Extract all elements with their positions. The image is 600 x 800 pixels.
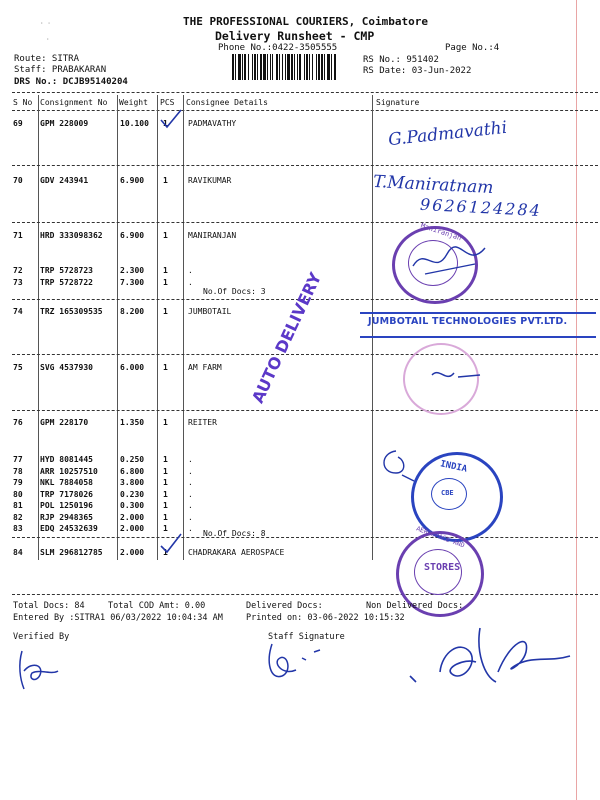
row-consignment-no: HRD 333098362 [40, 231, 103, 240]
col-weight: Weight [119, 98, 148, 107]
page-number: Page No.:4 [445, 43, 500, 53]
col-pcs: PCS [160, 98, 175, 107]
row-weight: 2.300 [120, 266, 145, 275]
barcode-bar [321, 54, 323, 80]
row-consignment-no: EDQ 24532639 [40, 524, 98, 533]
verified-by-label: Verified By [13, 632, 70, 642]
jumbotail-stamp-border [360, 312, 596, 338]
verifier-signature [14, 645, 64, 693]
row-consignee: AM FARM [188, 363, 222, 372]
row-consignment-no: NKL 7884058 [40, 478, 93, 487]
divider [12, 537, 598, 538]
col-signature: Signature [376, 98, 420, 107]
row-consignment-no: GPM 228009 [40, 119, 89, 128]
barcode-bar [270, 54, 271, 80]
row-consignment-no: TRP 5728722 [40, 278, 93, 287]
row-pcs: 1 [163, 467, 168, 476]
divider [12, 410, 598, 411]
barcode-bar [276, 54, 278, 80]
row-consignment-no: TRP 5728723 [40, 266, 93, 275]
barcode-bar [291, 54, 293, 80]
row-weight: 3.800 [120, 478, 145, 487]
company-name: THE PROFESSIONAL COURIERS, Coimbatore [183, 15, 429, 28]
tick-icon [158, 108, 184, 130]
row-consignee: . [188, 278, 193, 287]
stamp-scribble [405, 236, 495, 286]
row-sno: 76 [13, 418, 23, 427]
row-consignment-no: GDV 243941 [40, 176, 89, 185]
row-weight: 6.900 [120, 176, 145, 185]
divider [12, 165, 598, 166]
row-consignment-no: POL 1250196 [40, 501, 93, 510]
row-consignment-no: ARR 10257510 [40, 467, 98, 476]
row-pcs: 1 [163, 363, 168, 372]
rs-date: RS Date: 03-Jun-2022 [363, 66, 472, 76]
row-consignment-no: HYD 8081445 [40, 455, 93, 464]
row-sno: 78 [13, 467, 23, 476]
row-pcs: 1 [163, 513, 168, 522]
row-sno: 81 [13, 501, 23, 510]
staff: Staff: PRABAKARAN [14, 65, 107, 75]
row-weight: 2.000 [120, 524, 145, 533]
tick-icon [158, 532, 184, 556]
barcode-bar [318, 54, 320, 80]
row-pcs: 1 [163, 266, 168, 275]
row-sno: 69 [13, 119, 23, 128]
barcode-bar [272, 54, 273, 80]
stamp-text: STORES [424, 562, 461, 573]
row-consignment-no: TRP 7178026 [40, 490, 93, 499]
row-consignee: . [188, 490, 193, 499]
row-consignee: PADMAVATHY [188, 119, 237, 128]
row-weight: 0.250 [120, 455, 145, 464]
staff-signature [262, 636, 352, 686]
row-consignee: . [188, 524, 193, 533]
row-sno: 82 [13, 513, 23, 522]
row-pcs: 1 [163, 478, 168, 487]
barcode-bar [254, 54, 256, 80]
row-pcs: 1 [163, 231, 168, 240]
row-sno: 75 [13, 363, 23, 372]
stamp-text: AEROSPACE AND [415, 524, 466, 550]
barcode-bar [327, 54, 330, 80]
total-cod: Total COD Amt: 0.00 [108, 601, 206, 611]
divider [12, 110, 598, 111]
row-consignee: . [188, 501, 193, 510]
barcode-bar [260, 54, 262, 80]
row-sno: 74 [13, 307, 23, 316]
document-title: Delivery Runsheet - CMP [215, 29, 375, 43]
receiver-signature [400, 612, 580, 702]
row-weight: 6.900 [120, 231, 145, 240]
scan-mark: · · [40, 20, 51, 27]
barcode [232, 54, 358, 80]
handwritten-name: T.Maniratnam [372, 171, 494, 199]
barcode-bar [282, 54, 283, 80]
row-sno: 73 [13, 278, 23, 287]
auto-delivery-stamp: AUTO DELIVERY [248, 269, 326, 407]
barcode-bar [263, 54, 266, 80]
divider [12, 222, 598, 223]
barcode-bar [285, 54, 286, 80]
barcode-bar [312, 54, 313, 80]
barcode-bar [304, 54, 305, 80]
row-weight: 6.800 [120, 467, 145, 476]
row-weight: 1.350 [120, 418, 145, 427]
row-weight: 7.300 [120, 278, 145, 287]
barcode-bar [232, 54, 234, 80]
row-weight: 6.000 [120, 363, 145, 372]
row-pcs: 1 [163, 548, 168, 557]
row-pcs: 1 [163, 418, 168, 427]
entered-by: Entered By :SITRA1 06/03/2022 10:04:34 AM [13, 613, 223, 623]
col-sno: S No [13, 98, 33, 107]
row-consignment-no: RJP 2948365 [40, 513, 93, 522]
row-consignee: RAVIKUMAR [188, 176, 232, 185]
docs-count-note: No.Of Docs: 3 [203, 287, 266, 296]
row-consignee: . [188, 513, 193, 522]
docs-count-note: No.Of Docs: 8 [203, 529, 266, 538]
row-consignee: . [188, 478, 193, 487]
barcode-bar [287, 54, 290, 80]
row-pcs: 1 [163, 455, 168, 464]
barcode-bar [279, 54, 280, 80]
row-weight: 2.000 [120, 513, 145, 522]
non-delivered-docs: Non Delivered Docs: [366, 601, 464, 611]
row-weight: 8.200 [120, 307, 145, 316]
stamp-text: INDIA [439, 459, 468, 475]
divider [12, 354, 598, 355]
handwritten-phone: 9626124284 [419, 194, 543, 221]
row-weight: 10.100 [120, 119, 149, 128]
row-consignee: MANIRANJAN [188, 231, 237, 240]
stamp-text: CBE [441, 489, 454, 497]
barcode-bar [267, 54, 268, 80]
rs-number: RS No.: 951402 [363, 55, 439, 65]
route: Route: SITRA [14, 54, 80, 64]
phone-number: Phone No.:0422-3505555 [218, 43, 338, 53]
row-pcs: 1 [163, 501, 168, 510]
row-consignee: CHADRAKARA AEROSPACE [188, 548, 285, 557]
row-sno: 71 [13, 231, 23, 240]
barcode-bar [316, 54, 317, 80]
jumbotail-stamp: JUMBOTAIL TECHNOLOGIES PVT.LTD. [368, 316, 568, 327]
barcode-bar [324, 54, 325, 80]
printed-on: Printed on: 03-06-2022 10:15:32 [246, 613, 405, 623]
row-consignee: . [188, 467, 193, 476]
divider [12, 594, 598, 595]
barcode-bar [309, 54, 310, 80]
barcode-bar [297, 54, 298, 80]
row-consignee: . [188, 266, 193, 275]
barcode-bar [235, 54, 236, 80]
row-consignee: JUMBOTAIL [188, 307, 232, 316]
row-sno: 84 [13, 548, 23, 557]
row-pcs: 1 [163, 176, 168, 185]
barcode-bar [242, 54, 243, 80]
row-sno: 83 [13, 524, 23, 533]
row-consignment-no: SVG 4537930 [40, 363, 93, 372]
scan-mark: · [46, 36, 50, 43]
barcode-bar [248, 54, 249, 80]
row-weight: 0.300 [120, 501, 145, 510]
row-sno: 70 [13, 176, 23, 185]
barcode-bar [306, 54, 308, 80]
row-consignment-no: SLM 296812785 [40, 548, 103, 557]
row-weight: 0.230 [120, 490, 145, 499]
total-docs: Total Docs: 84 [13, 601, 85, 611]
row-sno: 79 [13, 478, 23, 487]
barcode-bar [299, 54, 301, 80]
row-sno: 72 [13, 266, 23, 275]
initials-scribble [372, 445, 422, 485]
row-consignment-no: GPM 228170 [40, 418, 89, 427]
col-consignment: Consignment No [40, 98, 108, 107]
handwritten-signature: G.Padmavathi [387, 117, 509, 151]
stamp-text: Maniranjan [419, 221, 463, 243]
barcode-bar [257, 54, 258, 80]
barcode-bar [238, 54, 241, 80]
barcode-bar [244, 54, 246, 80]
row-pcs: 1 [163, 307, 168, 316]
row-weight: 2.000 [120, 548, 145, 557]
row-consignee: . [188, 455, 193, 464]
initials-scribble [428, 365, 488, 387]
row-pcs: 1 [163, 524, 168, 533]
row-pcs: 1 [163, 278, 168, 287]
divider [12, 92, 598, 93]
staff-signature-label: Staff Signature [268, 632, 345, 642]
barcode-bar [294, 54, 295, 80]
row-sno: 77 [13, 455, 23, 464]
row-pcs: 1 [163, 119, 168, 128]
col-consignee: Consignee Details [186, 98, 268, 107]
row-sno: 80 [13, 490, 23, 499]
drs-number: DRS No.: DCJB95140204 [14, 77, 128, 87]
row-pcs: 1 [163, 490, 168, 499]
barcode-bar [252, 54, 253, 80]
row-consignment-no: TRZ 165309535 [40, 307, 103, 316]
barcode-bar [331, 54, 332, 80]
delivered-docs: Delivered Docs: [246, 601, 323, 611]
row-consignee: REITER [188, 418, 217, 427]
barcode-bar [334, 54, 336, 80]
